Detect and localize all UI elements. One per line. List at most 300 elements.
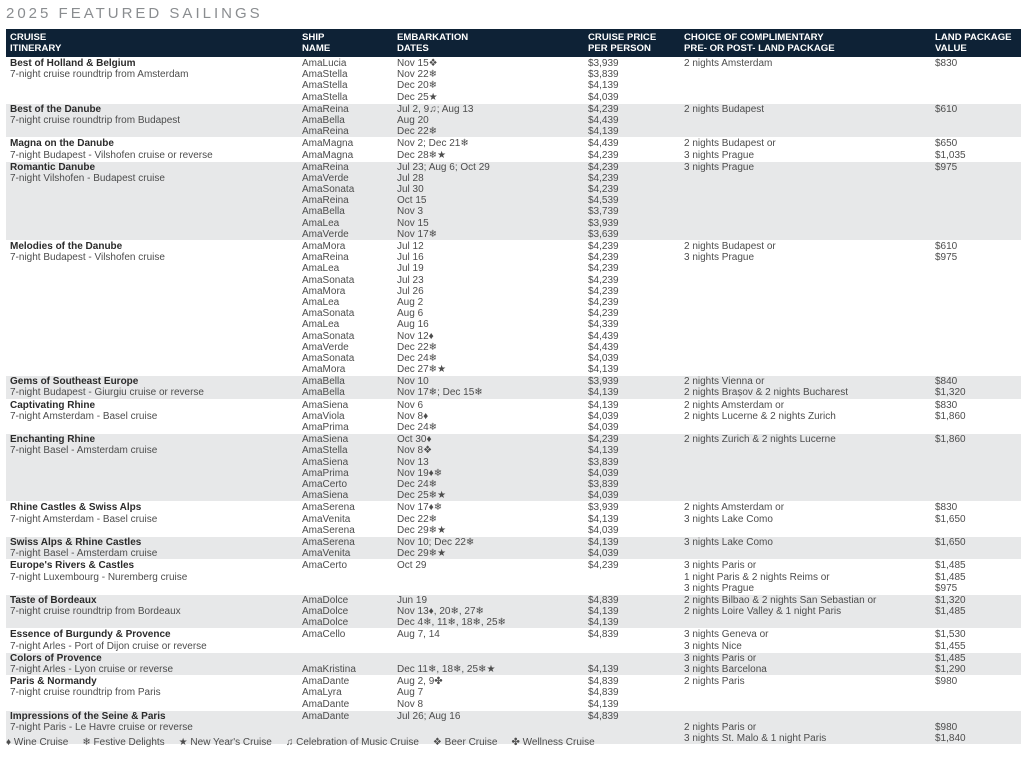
package-cell <box>680 560 931 595</box>
package-cell <box>680 241 931 376</box>
ships-line: AmaStella <box>302 445 348 457</box>
table-row <box>6 560 1021 595</box>
header-text: ITINERARY <box>10 42 62 54</box>
ships-line: AmaVerde <box>302 228 349 240</box>
prices-line: $4,839 <box>588 629 619 641</box>
ships-line: AmaMora <box>302 364 346 376</box>
itinerary-name: Captivating Rhine <box>10 399 96 411</box>
dates-line: Jul 2, 9♫; Aug 13 <box>397 103 474 115</box>
package-cell <box>680 376 931 399</box>
values-line: $650 <box>935 138 958 150</box>
packages-line: 2 nights Budapest <box>684 103 765 115</box>
dates-line: Nov 6 <box>397 399 424 411</box>
package-cell <box>680 58 931 104</box>
itinerary-cell <box>6 161 298 240</box>
prices-line: $4,039 <box>588 410 619 422</box>
dates-line: Dec 22❄ <box>397 126 438 138</box>
legend <box>6 737 609 748</box>
value-cell <box>931 161 1021 240</box>
prices-line: $4,239 <box>588 308 619 320</box>
dates-line: Nov 8 <box>397 698 424 710</box>
prices-line: $4,039 <box>588 548 619 560</box>
ships-line: AmaStella <box>302 69 348 81</box>
value-cell <box>931 676 1021 711</box>
itinerary-name: Gems of Southeast Europe <box>10 376 139 388</box>
prices-line: $4,139 <box>588 399 619 411</box>
dates-line: Dec 22❄ <box>397 513 438 525</box>
ships-line: AmaSonata <box>302 352 355 364</box>
dates-line: Jul 23; Aug 6; Oct 29 <box>397 161 490 173</box>
header-text: PRE- OR POST- LAND PACKAGE <box>684 42 835 54</box>
ships-line: AmaSonata <box>302 308 355 320</box>
table-row <box>6 502 1021 537</box>
dates-line: Jul 28 <box>397 172 424 184</box>
ships-line: AmaPrima <box>302 467 349 479</box>
packages-line: 2 nights Loire Valley & 1 night Paris <box>684 606 842 618</box>
dates-line: Aug 7 <box>397 687 424 699</box>
packages-line: 3 nights Paris or <box>684 652 757 664</box>
dates-line: Jul 26 <box>397 285 424 297</box>
values-line: $1,650 <box>935 513 966 525</box>
itinerary-description: 7-night Arles - Port of Dijon cruise or reverse <box>10 640 207 652</box>
prices-line: $4,839 <box>588 687 619 699</box>
ship-cell <box>298 536 393 559</box>
prices-line: $4,139 <box>588 513 619 525</box>
ships-line: AmaReina <box>302 195 349 207</box>
ships-line: AmaBella <box>302 376 345 388</box>
ships-line: AmaVenita <box>302 513 351 525</box>
package-cell <box>680 399 931 434</box>
packages-line: 3 nights Paris or <box>684 560 757 572</box>
dates-line: Oct 29 <box>397 560 427 572</box>
value-cell <box>931 138 1021 161</box>
value-cell <box>931 710 1021 744</box>
ship-cell <box>298 676 393 711</box>
ships-line: AmaDante <box>302 676 350 688</box>
itinerary-cell <box>6 103 298 138</box>
prices-line: $4,039 <box>588 467 619 479</box>
table-row <box>6 138 1021 161</box>
prices-line: $3,939 <box>588 376 619 388</box>
ships-line: AmaCerto <box>302 479 348 490</box>
itinerary-name: Melodies of the Danube <box>10 241 123 253</box>
values-line: $830 <box>935 399 958 411</box>
itinerary-description: 7-night cruise roundtrip from Budapest <box>10 114 181 126</box>
values-line: $1,840 <box>935 733 966 745</box>
dates-line: Aug 16 <box>397 319 429 331</box>
legend-item <box>433 737 498 748</box>
dates-line: Nov 15❖ <box>397 58 438 69</box>
dates-line: Jul 30 <box>397 184 424 196</box>
itinerary-name: Essence of Burgundy & Provence <box>10 629 171 641</box>
price-cell <box>584 434 680 502</box>
prices-line: $3,939 <box>588 58 619 69</box>
values-line: $610 <box>935 103 958 115</box>
value-cell <box>931 58 1021 104</box>
value-cell <box>931 560 1021 595</box>
itinerary-cell <box>6 676 298 711</box>
itinerary-cell <box>6 434 298 502</box>
itinerary-name: Paris & Normandy <box>10 676 97 688</box>
itinerary-cell <box>6 241 298 376</box>
package-cell <box>680 594 931 629</box>
packages-line: 2 nights Zurich & 2 nights Lucerne <box>684 434 836 446</box>
ships-line: AmaStella <box>302 80 348 92</box>
ships-line: AmaBella <box>302 114 345 126</box>
ships-line: AmaDante <box>302 710 350 722</box>
ships-line: AmaLea <box>302 217 340 229</box>
prices-line: $4,239 <box>588 434 619 446</box>
itinerary-name: Swiss Alps & Rhine Castles <box>10 536 142 548</box>
values-line: $1,485 <box>935 606 966 618</box>
itinerary-description: 7-night Budapest - Giurgiu cruise or reverse <box>10 387 204 399</box>
packages-line <box>684 711 931 722</box>
header-text: DATES <box>397 42 429 54</box>
header-text: EMBARKATION <box>397 32 469 43</box>
prices-line: $4,239 <box>588 161 619 173</box>
ships-line: AmaReina <box>302 161 349 173</box>
ship-cell <box>298 138 393 161</box>
package-cell <box>680 502 931 537</box>
dates-line: Dec 20❄ <box>397 80 438 92</box>
prices-line: $4,239 <box>588 274 619 286</box>
dates-line: Nov 10; Dec 22❄ <box>397 536 475 548</box>
package-cell <box>680 161 931 240</box>
header-package <box>680 29 931 58</box>
price-cell <box>584 241 680 376</box>
ships-line: AmaSerena <box>302 536 355 548</box>
header-value <box>931 29 1021 58</box>
prices-line: $4,839 <box>588 594 619 606</box>
packages-line: 3 nights St. Malo & 1 night Paris <box>684 733 827 745</box>
values-line: $830 <box>935 58 958 69</box>
prices-line <box>588 653 680 664</box>
header-text: SHIP <box>302 32 325 43</box>
itinerary-cell <box>6 138 298 161</box>
packages-line: 3 nights Barcelona <box>684 664 767 676</box>
dates-line: Dec 4❄, 11❄, 18❄, 25❄ <box>397 617 506 629</box>
itinerary-description: 7-night Budapest - Vilshofen cruise or reverse <box>10 149 213 161</box>
table-row <box>6 434 1021 502</box>
dates-line: Nov 22❄ <box>397 69 438 81</box>
packages-line: 3 nights Lake Como <box>684 536 773 548</box>
dates-line: Nov 17❄; Dec 15❄ <box>397 387 483 399</box>
prices-line: $4,139 <box>588 80 619 92</box>
header-text: CRUISE PRICE <box>588 32 657 43</box>
price-cell <box>584 103 680 138</box>
dates-line: Dec 25❄★ <box>397 490 447 502</box>
header-text: VALUE <box>935 42 967 54</box>
table-row <box>6 161 1021 240</box>
price-cell <box>584 502 680 537</box>
ships-line: AmaPrima <box>302 422 349 434</box>
dates-line: Jun 19 <box>397 594 428 606</box>
prices-line: $4,139 <box>588 387 619 399</box>
ship-cell <box>298 594 393 629</box>
prices-line: $4,239 <box>588 184 619 196</box>
values-line: $1,485 <box>935 652 966 664</box>
itinerary-description: 7-night Paris - Le Havre cruise or reverse <box>10 722 193 734</box>
prices-line: $4,039 <box>588 490 619 502</box>
dates-cell <box>393 560 584 595</box>
page-title: 2025 FEATURED SAILINGS <box>6 5 263 22</box>
legend-item <box>286 737 419 748</box>
table-header <box>6 29 1021 58</box>
price-cell <box>584 161 680 240</box>
dates-line: Aug 2 <box>397 296 424 308</box>
dates-line: Oct 30♦ <box>397 434 432 446</box>
ships-line: AmaStella <box>302 91 348 103</box>
value-cell <box>931 241 1021 376</box>
dates-line: Dec 27❄★ <box>397 364 447 376</box>
prices-line: $3,939 <box>588 502 619 514</box>
ship-cell <box>298 502 393 537</box>
values-line <box>935 711 1021 722</box>
ships-line: AmaSiena <box>302 490 349 502</box>
prices-line: $4,239 <box>588 560 619 572</box>
dates-cell <box>393 103 584 138</box>
price-cell <box>584 676 680 711</box>
prices-line: $4,239 <box>588 296 619 308</box>
prices-line: $4,139 <box>588 364 619 376</box>
ships-line: AmaReina <box>302 126 349 138</box>
itinerary-description: 7-night Luxembourg - Nuremberg cruise <box>10 571 188 583</box>
itinerary-name: Colors of Provence <box>10 652 102 664</box>
ships-line: AmaSiena <box>302 399 349 411</box>
dates-cell <box>393 161 584 240</box>
ships-line: AmaSonata <box>302 274 355 286</box>
dates-line: Jul 26; Aug 16 <box>397 710 461 722</box>
itinerary-cell <box>6 536 298 559</box>
legend-item <box>6 737 68 748</box>
dates-line: Jul 19 <box>397 263 424 275</box>
value-cell <box>931 103 1021 138</box>
price-cell <box>584 58 680 104</box>
prices-line: $3,639 <box>588 228 619 240</box>
values-line: $840 <box>935 376 958 388</box>
header-text: CRUISE <box>10 32 47 43</box>
ships-line: AmaBella <box>302 206 345 218</box>
itinerary-name: Best of Holland & Belgium <box>10 58 136 69</box>
values-line: $1,035 <box>935 149 966 161</box>
packages-line: 3 nights Prague <box>684 149 755 161</box>
prices-line: $4,039 <box>588 91 619 103</box>
dates-line: Aug 2, 9✤ <box>397 676 443 688</box>
itinerary-description: 7-night cruise roundtrip from Paris <box>10 687 161 699</box>
packages-line: 2 nights Vienna or <box>684 376 765 388</box>
package-cell <box>680 103 931 138</box>
ships-line: AmaLyra <box>302 687 342 699</box>
package-cell <box>680 676 931 711</box>
values-line: $980 <box>935 676 958 688</box>
prices-line: $4,239 <box>588 149 619 161</box>
dates-line: Dec 24❄ <box>397 479 438 490</box>
prices-line: $4,039 <box>588 524 619 536</box>
dates-cell <box>393 58 584 104</box>
prices-line: $4,439 <box>588 138 619 150</box>
packages-line: 2 nights Budapest or <box>684 241 776 253</box>
dates-cell <box>393 434 584 502</box>
itinerary-cell <box>6 376 298 399</box>
dates-line: Nov 15 <box>397 217 429 229</box>
price-cell <box>584 399 680 434</box>
ships-line: AmaCello <box>302 629 346 641</box>
table-row <box>6 399 1021 434</box>
ship-cell <box>298 161 393 240</box>
dates-line: Nov 3 <box>397 206 424 218</box>
itinerary-name: Rhine Castles & Swiss Alps <box>10 502 142 514</box>
table-row <box>6 676 1021 711</box>
packages-line: 2 nights Amsterdam <box>684 58 773 69</box>
table-row <box>6 103 1021 138</box>
dates-cell <box>393 376 584 399</box>
legend-label: New Year's Cruise <box>187 737 272 748</box>
ship-cell <box>298 652 393 675</box>
prices-line: $4,239 <box>588 285 619 297</box>
ships-line: AmaDante <box>302 698 350 710</box>
prices-line: $3,739 <box>588 206 619 218</box>
dates-cell <box>393 536 584 559</box>
header-text: CHOICE OF COMPLIMENTARY <box>684 32 824 43</box>
packages-line: 2 nights Paris <box>684 676 745 688</box>
values-line: $975 <box>935 252 958 264</box>
values-line: $1,320 <box>935 387 966 399</box>
packages-line: 3 nights Prague <box>684 582 755 594</box>
packages-line: 3 nights Prague <box>684 252 755 264</box>
value-cell <box>931 434 1021 502</box>
legend-label: Wine Cruise <box>11 737 69 748</box>
ship-cell <box>298 241 393 376</box>
table-row <box>6 58 1021 104</box>
ships-line: AmaDolce <box>302 606 349 618</box>
ships-line: AmaMora <box>302 241 346 253</box>
value-cell <box>931 399 1021 434</box>
header-text: PER PERSON <box>588 42 651 54</box>
itinerary-cell <box>6 652 298 675</box>
dates-line: Dec 22❄ <box>397 341 438 353</box>
packages-line: 2 nights Amsterdam or <box>684 399 785 411</box>
legend-item <box>179 737 272 748</box>
packages-line: 3 nights Prague <box>684 161 755 173</box>
itinerary-name: Best of the Danube <box>10 103 102 115</box>
value-cell <box>931 594 1021 629</box>
legend-symbol-icon: ♫ <box>285 737 294 748</box>
package-cell <box>680 710 931 744</box>
values-line: $1,485 <box>935 571 966 583</box>
values-line: $1,860 <box>935 410 966 422</box>
price-cell <box>584 629 680 652</box>
ships-line: AmaVerde <box>302 341 349 353</box>
package-cell <box>680 536 931 559</box>
prices-line: $4,439 <box>588 114 619 126</box>
dates-line: Nov 19♦❄ <box>397 467 443 479</box>
ships-line: AmaSiena <box>302 434 349 446</box>
dates-line: Nov 12♦ <box>397 330 434 342</box>
ships-line: AmaMora <box>302 285 346 297</box>
values-line: $975 <box>935 161 958 173</box>
dates-line: Dec 28❄★ <box>397 149 447 161</box>
ship-cell <box>298 58 393 104</box>
itinerary-name: Taste of Bordeaux <box>10 594 97 606</box>
table-row <box>6 652 1021 675</box>
legend-label: Celebration of Music Cruise <box>293 737 419 748</box>
dates-line: Nov 8♦ <box>397 410 429 422</box>
ships-line: AmaVenita <box>302 548 351 560</box>
prices-line: $4,139 <box>588 536 619 548</box>
ship-cell <box>298 629 393 652</box>
prices-line: $4,239 <box>588 172 619 184</box>
itinerary-description: 7-night Budapest - Vilshofen cruise <box>10 252 165 264</box>
prices-line: $4,839 <box>588 710 619 722</box>
ships-line: AmaReina <box>302 103 349 115</box>
prices-line: $4,139 <box>588 664 619 676</box>
legend-label: Wellness Cruise <box>519 737 595 748</box>
itinerary-description: 7-night Arles - Lyon cruise or reverse <box>10 664 174 676</box>
itinerary-description: 7-night Vilshofen - Budapest cruise <box>10 172 165 184</box>
values-line: $975 <box>935 582 958 594</box>
dates-line: Aug 7, 14 <box>397 629 440 641</box>
header-text: NAME <box>302 42 331 54</box>
legend-label: Beer Cruise <box>441 737 498 748</box>
dates-line: Jul 16 <box>397 252 424 264</box>
itinerary-description: 7-night Basel - Amsterdam cruise <box>10 548 158 560</box>
ships-line: AmaReina <box>302 252 349 264</box>
table-row <box>6 594 1021 629</box>
dates-line: Jul 23 <box>397 274 424 286</box>
dates-line: Nov 17❄ <box>397 228 438 240</box>
prices-line: $4,439 <box>588 341 619 353</box>
packages-line: 3 nights Lake Como <box>684 513 773 525</box>
ships-line: AmaDolce <box>302 594 349 606</box>
prices-line: $3,939 <box>588 217 619 229</box>
dates-cell <box>393 676 584 711</box>
legend-item <box>82 737 164 748</box>
ships-line: AmaSerena <box>302 524 355 536</box>
dates-line: Nov 2; Dec 21❄ <box>397 138 469 150</box>
prices-line: $4,039 <box>588 352 619 364</box>
itinerary-description: 7-night cruise roundtrip from Bordeaux <box>10 606 181 618</box>
dates-cell <box>393 138 584 161</box>
value-cell <box>931 502 1021 537</box>
prices-line: $4,339 <box>588 319 619 331</box>
dates-cell <box>393 399 584 434</box>
ships-line: AmaLucia <box>302 58 347 69</box>
ships-line: AmaSonata <box>302 184 355 196</box>
itinerary-cell <box>6 629 298 652</box>
package-cell <box>680 629 931 652</box>
prices-line: $4,139 <box>588 617 619 629</box>
price-cell <box>584 376 680 399</box>
ships-line: AmaSonata <box>302 330 355 342</box>
legend-item <box>511 737 594 748</box>
dates-cell <box>393 241 584 376</box>
value-cell <box>931 652 1021 675</box>
legend-symbol-icon: ❄ <box>82 737 91 748</box>
itinerary-cell <box>6 560 298 595</box>
price-cell <box>584 594 680 629</box>
packages-line: 2 nights Paris or <box>684 722 757 734</box>
ship-cell <box>298 103 393 138</box>
ship-cell <box>298 434 393 502</box>
table-body <box>6 58 1021 745</box>
value-cell <box>931 376 1021 399</box>
table-row <box>6 536 1021 559</box>
values-line: $1,320 <box>935 594 966 606</box>
package-cell <box>680 138 931 161</box>
values-line: $1,650 <box>935 536 966 548</box>
itinerary-cell <box>6 594 298 629</box>
price-cell <box>584 138 680 161</box>
